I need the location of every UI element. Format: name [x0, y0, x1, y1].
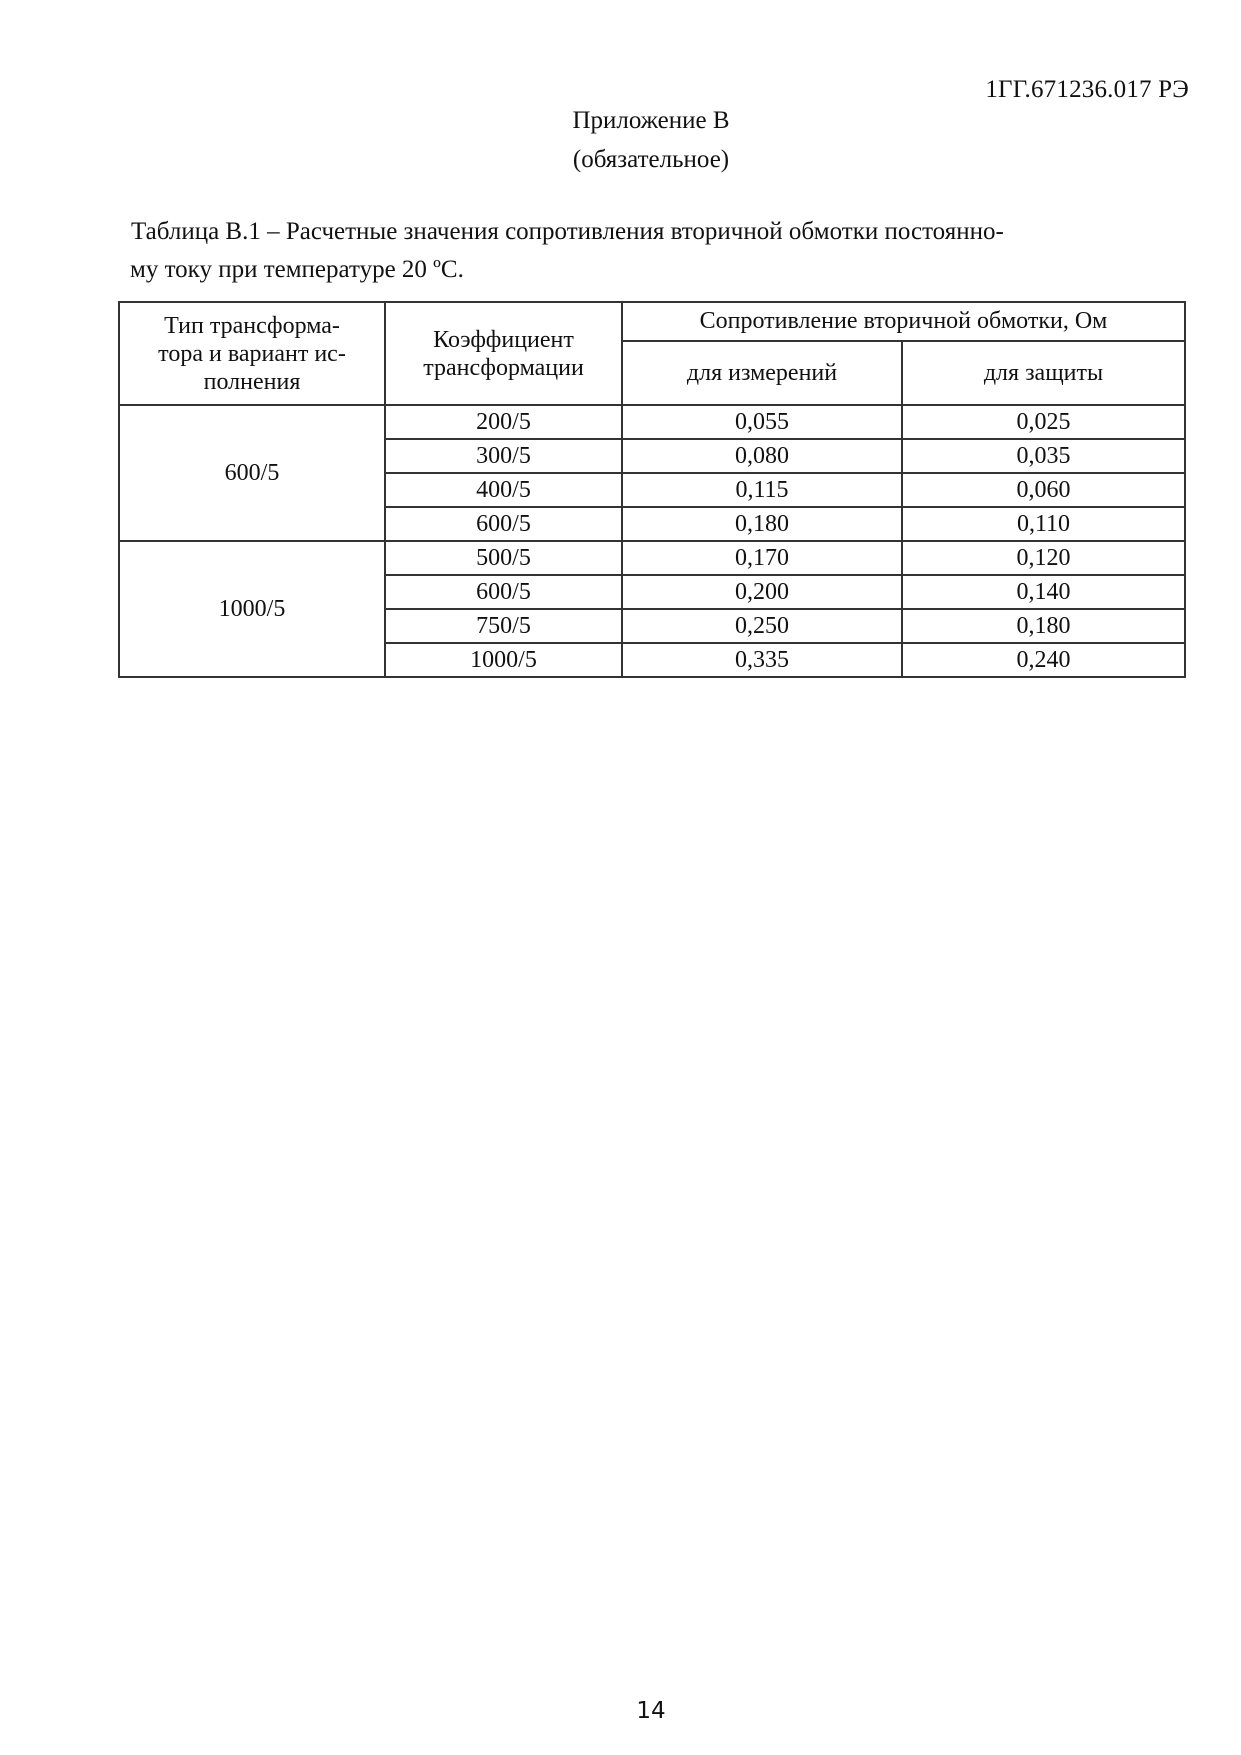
header-text: полнения	[203, 368, 301, 395]
protection-cell: 0,120	[902, 541, 1185, 575]
header-transformer-type	[119, 302, 385, 405]
transformer-type-cell: 1000/5	[119, 541, 385, 677]
header-text: тора и вариант ис-	[158, 340, 346, 367]
protection-cell: 0,060	[902, 473, 1185, 507]
measurement-cell: 0,115	[622, 473, 902, 507]
header-text: Тип трансформа-	[164, 312, 340, 339]
ratio-cell: 200/5	[385, 405, 622, 439]
header-measurement: для измерений	[622, 341, 902, 405]
ratio-cell: 300/5	[385, 439, 622, 473]
measurement-cell: 0,200	[622, 575, 902, 609]
ratio-cell: 750/5	[385, 609, 622, 643]
page-number: 14	[636, 1698, 666, 1724]
table-caption	[131, 213, 1191, 289]
appendix-subtitle: (обязательное)	[572, 146, 730, 173]
table-row	[119, 405, 1185, 439]
measurement-cell: 0,180	[622, 507, 902, 541]
header-resistance-group: Сопротивление вторичной обмотки, Ом	[622, 302, 1185, 341]
ratio-cell: 1000/5	[385, 643, 622, 677]
measurement-cell: 0,335	[622, 643, 902, 677]
measurement-cell: 0,250	[622, 609, 902, 643]
protection-cell: 0,240	[902, 643, 1185, 677]
protection-cell: 0,035	[902, 439, 1185, 473]
protection-cell: 0,140	[902, 575, 1185, 609]
protection-cell: 0,025	[902, 405, 1185, 439]
ratio-cell: 500/5	[385, 541, 622, 575]
header-text: Коэффициент	[433, 326, 574, 353]
table-row	[119, 541, 1185, 575]
measurement-cell: 0,080	[622, 439, 902, 473]
caption-line-1: Таблица В.1 – Расчетные значения сопротивления вторичной обмотки постоянно-	[131, 218, 1004, 245]
protection-cell: 0,110	[902, 507, 1185, 541]
measurement-cell: 0,055	[622, 405, 902, 439]
header-text: трансформации	[423, 354, 584, 381]
header-protection: для защиты	[902, 341, 1185, 405]
header-ratio	[385, 302, 622, 405]
measurement-cell: 0,170	[622, 541, 902, 575]
resistance-table	[118, 301, 1186, 678]
ratio-cell: 600/5	[385, 575, 622, 609]
caption-line-2: му току при температуре 20 ºС.	[130, 256, 464, 283]
transformer-type-cell: 600/5	[119, 405, 385, 541]
appendix-title: Приложение В	[572, 107, 730, 134]
document-code: 1ГГ.671236.017 РЭ	[985, 76, 1189, 103]
ratio-cell: 600/5	[385, 507, 622, 541]
protection-cell: 0,180	[902, 609, 1185, 643]
ratio-cell: 400/5	[385, 473, 622, 507]
table-header-row	[119, 302, 1185, 341]
